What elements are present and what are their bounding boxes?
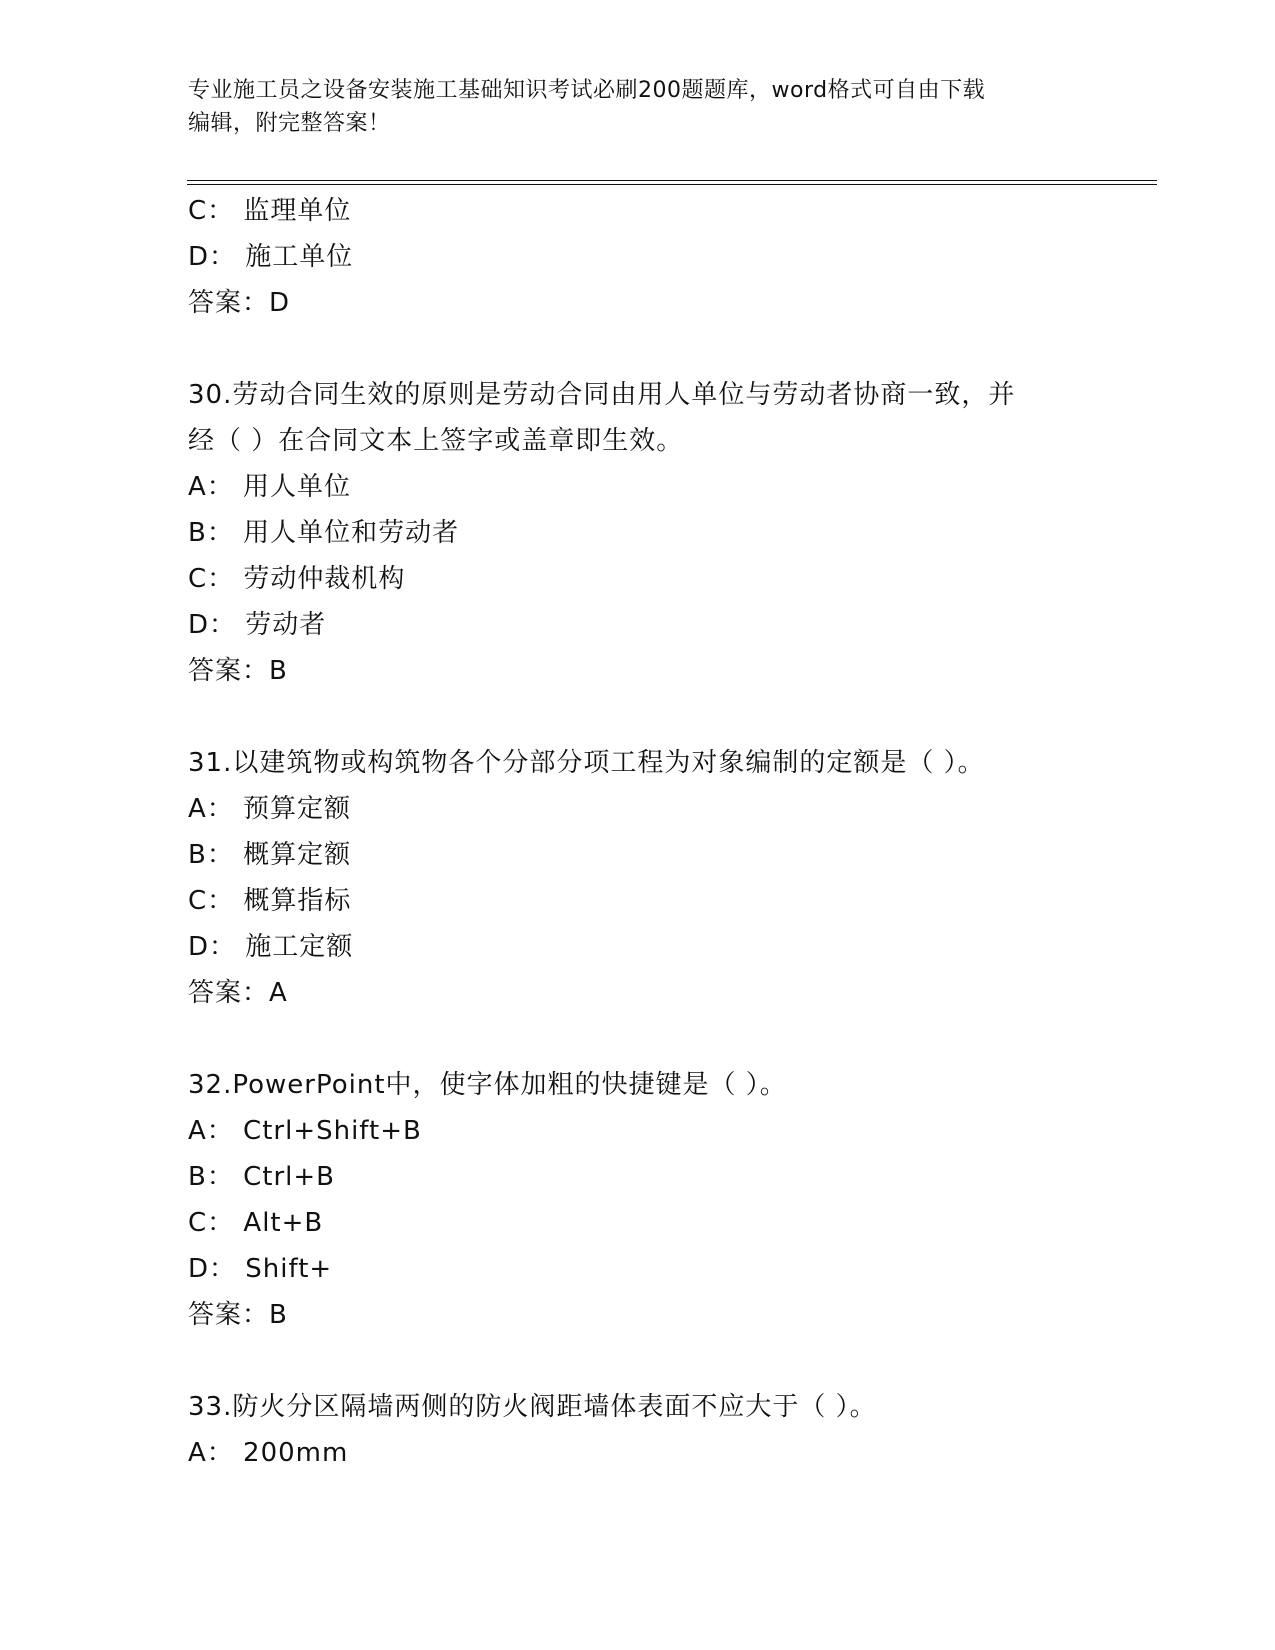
document-header [188,74,1068,140]
answer-line: 答案：B [188,1300,288,1330]
answer-line: 答案：A [188,978,288,1008]
option-d: D： 施工单位 [188,242,354,272]
option-c: C： Alt+B [188,1208,324,1238]
option-b: B： 用人单位和劳动者 [188,518,460,548]
option-b: B： Ctrl+B [188,1162,335,1192]
header-divider [187,180,1157,185]
option-a: A： 预算定额 [188,794,352,824]
question-32 [188,1062,1088,1338]
question-stem: 33.防火分区隔墙两侧的防火阀距墙体表面不应大于（ ）。 [188,1392,877,1422]
option-b: B： 概算定额 [188,840,352,870]
option-d: D： Shift+ [188,1254,333,1284]
option-a: A： Ctrl+Shift+B [188,1116,422,1146]
question-30 [188,372,1088,694]
option-c: C： 概算指标 [188,886,352,916]
question-31 [188,740,1088,1016]
option-c: C： 劳动仲裁机构 [188,564,406,594]
spacer [188,1016,1088,1062]
option-c: C： 监理单位 [188,196,352,226]
spacer [188,326,1088,372]
option-d: D： 劳动者 [188,610,327,640]
question-stem: 32.PowerPoint中，使字体加粗的快捷键是（ ）。 [188,1070,787,1100]
question-stem: 30.劳动合同生效的原则是劳动合同由用人单位与劳动者协商一致，并 [188,380,1016,410]
spacer [188,694,1088,740]
option-a: A： 200mm [188,1438,349,1468]
answer-line: 答案：B [188,656,288,686]
spacer [188,1338,1088,1384]
header-title-line-2: 编辑，附完整答案！ [188,111,391,136]
option-a: A： 用人单位 [188,472,352,502]
question-33 [188,1384,1088,1476]
option-d: D： 施工定额 [188,932,354,962]
answer-line: 答案：D [188,288,291,318]
question-content [188,188,1088,1476]
question-stem: 31.以建筑物或构筑物各个分部分项工程为对象编制的定额是（ ）。 [188,748,985,778]
header-title-line-1: 专业施工员之设备安装施工基础知识考试必刷200题题库，word格式可自由下载 [188,78,986,103]
question-stem: 经（ ）在合同文本上签字或盖章即生效。 [188,426,684,456]
